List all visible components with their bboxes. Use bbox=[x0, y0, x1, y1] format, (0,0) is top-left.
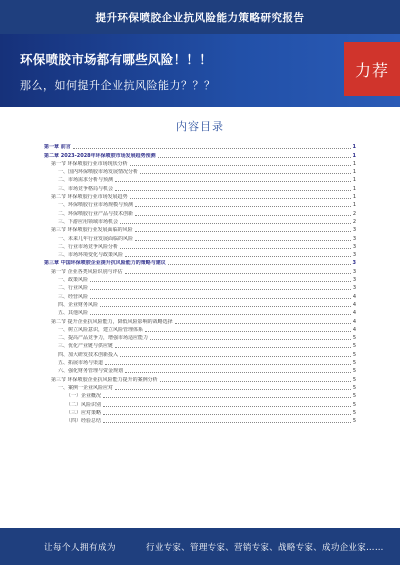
toc-entry-text: 三、市场环境变化与政策风险 bbox=[58, 252, 124, 259]
toc-entry-page: 5 bbox=[352, 343, 356, 350]
toc-entry-text: 一、政策风险 bbox=[58, 277, 89, 284]
toc-entry[interactable] bbox=[44, 358, 356, 366]
toc-entry[interactable] bbox=[44, 258, 356, 266]
toc-entry-text: 五、拓展市场与渠道 bbox=[58, 360, 104, 367]
toc-leader-dots bbox=[135, 206, 351, 207]
toc-leader-dots bbox=[125, 372, 351, 373]
toc-entry-text: 二、环保喷胶行业产品与技术创新 bbox=[58, 210, 134, 217]
toc-leader-dots bbox=[115, 389, 351, 390]
toc-entry[interactable] bbox=[44, 316, 356, 324]
toc-entry-text: 第一节 环保喷胶行业市场现状分析 bbox=[51, 160, 128, 167]
report-header-bar bbox=[0, 0, 400, 34]
toc-entry-text: 二、市场需求分析与预测 bbox=[58, 177, 114, 184]
toc-entry-page: 5 bbox=[352, 360, 356, 367]
toc-entry[interactable] bbox=[44, 167, 356, 175]
toc-entry-text: 二、行业风险 bbox=[58, 285, 89, 292]
toc-entry-page: 1 bbox=[352, 160, 356, 167]
hero-subquestion: 那么，如何提升企业抗风险能力？？？ bbox=[20, 79, 216, 92]
toc-entry-page: 2 bbox=[352, 218, 356, 225]
toc-entry[interactable] bbox=[44, 391, 356, 399]
toc-entry[interactable] bbox=[44, 183, 356, 191]
toc-entry-page: 1 bbox=[352, 194, 356, 201]
toc-entry[interactable] bbox=[44, 374, 356, 382]
footer-right-text: 行业专家、管理专家、营销专家、战略专家、成功企业家…… bbox=[146, 542, 384, 553]
toc-leader-dots bbox=[90, 298, 351, 299]
toc-entry[interactable] bbox=[44, 349, 356, 357]
toc-leader-dots bbox=[175, 323, 351, 324]
toc-entry[interactable] bbox=[44, 142, 356, 150]
toc-leader-dots bbox=[168, 264, 351, 265]
toc-entry-text: 第二节 环保喷胶行业市场发展趋势 bbox=[51, 194, 128, 201]
toc-entry[interactable] bbox=[44, 225, 356, 233]
toc-entry-text: 二、提高产品竞争力，增强市场适应能力 bbox=[58, 335, 149, 342]
toc-entry[interactable] bbox=[44, 383, 356, 391]
toc-entry[interactable] bbox=[44, 325, 356, 333]
toc-entry-page: 3 bbox=[352, 277, 356, 284]
recommend-badge: 力荐 bbox=[344, 42, 400, 96]
toc-entry[interactable] bbox=[44, 341, 356, 349]
toc-leader-dots bbox=[115, 190, 351, 191]
toc-entry-text: 第一章 前言 bbox=[44, 144, 71, 151]
toc-entry-text: 三、经营风险 bbox=[58, 293, 89, 300]
toc-leader-dots bbox=[140, 173, 351, 174]
toc-entry-text: （二）风险识别 bbox=[66, 401, 102, 408]
toc-entry-text: 一、未来几年行业发展面临的风险 bbox=[58, 235, 134, 242]
table-of-contents bbox=[44, 142, 356, 424]
toc-leader-dots bbox=[130, 165, 351, 166]
toc-entry-page: 3 bbox=[352, 227, 356, 234]
toc-title: 内容目录 bbox=[176, 120, 224, 133]
toc-entry-text: 第三节 环保喷胶行业发展面临的风险 bbox=[51, 227, 133, 234]
toc-entry-page: 5 bbox=[352, 393, 356, 400]
toc-entry-page: 5 bbox=[352, 335, 356, 342]
toc-entry-page: 2 bbox=[352, 210, 356, 217]
toc-entry-page: 5 bbox=[352, 418, 356, 425]
footer-left-text: 让每个人拥有成为 bbox=[44, 542, 117, 553]
toc-leader-dots bbox=[130, 198, 351, 199]
toc-entry[interactable] bbox=[44, 217, 356, 225]
toc-leader-dots bbox=[158, 157, 351, 158]
toc-entry[interactable] bbox=[44, 366, 356, 374]
toc-leader-dots bbox=[135, 231, 351, 232]
toc-entry-page: 4 bbox=[352, 310, 356, 317]
report-title: 提升环保喷胶企业抗风险能力策略研究报告 bbox=[95, 11, 305, 24]
hero-banner bbox=[0, 34, 400, 107]
toc-entry-page: 4 bbox=[352, 301, 356, 308]
toc-entry-page: 5 bbox=[352, 409, 356, 416]
toc-entry-text: 一、国内环保喷胶市场发展情况分析 bbox=[58, 169, 139, 176]
toc-entry-text: 第一节 企业各类风险识别与评估 bbox=[51, 268, 123, 275]
toc-entry-page: 4 bbox=[352, 326, 356, 333]
toc-leader-dots bbox=[120, 223, 351, 224]
toc-leader-dots bbox=[120, 248, 351, 249]
toc-entry-text: 第三节 环保喷胶企业抗风险能力提升的案例分析 bbox=[51, 376, 158, 383]
toc-entry-page: 5 bbox=[352, 351, 356, 358]
toc-entry[interactable] bbox=[44, 208, 356, 216]
toc-entry[interactable] bbox=[44, 416, 356, 424]
toc-leader-dots bbox=[135, 215, 351, 216]
toc-entry-text: 三、下游应用领域市场机会 bbox=[58, 218, 119, 225]
toc-entry-text: （一）企业概况 bbox=[66, 393, 102, 400]
toc-entry[interactable] bbox=[44, 192, 356, 200]
toc-leader-dots bbox=[125, 273, 351, 274]
toc-leader-dots bbox=[73, 148, 351, 149]
toc-leader-dots bbox=[120, 356, 351, 357]
toc-leader-dots bbox=[135, 240, 351, 241]
toc-entry-page: 1 bbox=[352, 169, 356, 176]
toc-leader-dots bbox=[103, 422, 351, 423]
toc-entry-text: （三）应对策略 bbox=[66, 409, 102, 416]
toc-leader-dots bbox=[125, 256, 351, 257]
toc-entry-page: 3 bbox=[352, 252, 356, 259]
toc-entry[interactable] bbox=[44, 266, 356, 274]
toc-entry-page: 5 bbox=[352, 384, 356, 391]
toc-leader-dots bbox=[115, 181, 351, 182]
toc-entry[interactable] bbox=[44, 291, 356, 299]
footer-bar bbox=[0, 528, 400, 565]
toc-entry[interactable] bbox=[44, 300, 356, 308]
toc-leader-dots bbox=[145, 331, 351, 332]
toc-entry-text: 六、强化财务管理与资金规划 bbox=[58, 368, 124, 375]
toc-entry-page: 3 bbox=[352, 243, 356, 250]
toc-entry[interactable] bbox=[44, 333, 356, 341]
toc-entry[interactable] bbox=[44, 275, 356, 283]
toc-leader-dots bbox=[103, 414, 351, 415]
toc-entry-page: 3 bbox=[352, 285, 356, 292]
toc-entry-page: 4 bbox=[352, 293, 356, 300]
toc-entry-page: 1 bbox=[352, 152, 356, 159]
toc-leader-dots bbox=[115, 347, 351, 348]
toc-entry-text: （四）经验总结 bbox=[66, 418, 102, 425]
toc-entry-page: 5 bbox=[352, 368, 356, 375]
toc-entry[interactable] bbox=[44, 175, 356, 183]
toc-entry[interactable] bbox=[44, 399, 356, 407]
toc-leader-dots bbox=[105, 364, 351, 365]
toc-entry-page: 3 bbox=[352, 235, 356, 242]
toc-entry-page: 1 bbox=[352, 202, 356, 209]
toc-leader-dots bbox=[103, 397, 351, 398]
toc-entry-page: 1 bbox=[352, 144, 356, 151]
toc-entry-text: 四、企业财务风险 bbox=[58, 301, 99, 308]
hero-question: 环保喷胶市场都有哪些风险！！！ bbox=[20, 52, 213, 67]
toc-entry-text: 第二章 2023-2028年环保喷胶市场发展趋势预测 bbox=[44, 152, 156, 159]
toc-entry-text: 二、行业市场竞争风险分析 bbox=[58, 243, 119, 250]
toc-entry[interactable] bbox=[44, 159, 356, 167]
toc-entry[interactable] bbox=[44, 283, 356, 291]
toc-entry-page: 4 bbox=[352, 318, 356, 325]
toc-leader-dots bbox=[150, 339, 351, 340]
toc-entry-page: 3 bbox=[352, 268, 356, 275]
toc-leader-dots bbox=[160, 381, 351, 382]
toc-entry-text: 第三章 中国环保喷胶企业提升抗风险能力的策略与建议 bbox=[44, 260, 166, 267]
toc-entry[interactable] bbox=[44, 233, 356, 241]
toc-entry-page: 1 bbox=[352, 177, 356, 184]
toc-entry-text: 三、市场竞争格局与机会 bbox=[58, 185, 114, 192]
toc-entry-text: 一、案例一企业风险应对 bbox=[58, 384, 114, 391]
toc-entry[interactable] bbox=[44, 250, 356, 258]
toc-entry-page: 5 bbox=[352, 376, 356, 383]
toc-entry[interactable] bbox=[44, 242, 356, 250]
toc-entry-text: 三、优化产业链与供应链 bbox=[58, 343, 114, 350]
toc-entry-page: 3 bbox=[352, 260, 356, 267]
toc-entry-text: 一、树立风险意识，建立风险管理体系 bbox=[58, 326, 144, 333]
toc-entry-text: 一、环保喷胶行业市场规模与预测 bbox=[58, 202, 134, 209]
toc-leader-dots bbox=[100, 306, 351, 307]
toc-entry-text: 五、其他风险 bbox=[58, 310, 89, 317]
toc-entry[interactable] bbox=[44, 308, 356, 316]
toc-entry-text: 第二节 提升企业抗风险能力，降低风险影响的战略选择 bbox=[51, 318, 173, 325]
toc-entry[interactable] bbox=[44, 408, 356, 416]
toc-leader-dots bbox=[103, 406, 351, 407]
toc-leader-dots bbox=[90, 281, 351, 282]
toc-entry-page: 1 bbox=[352, 185, 356, 192]
toc-entry[interactable] bbox=[44, 200, 356, 208]
toc-entry-text: 四、加大研发技术创新投入 bbox=[58, 351, 119, 358]
toc-leader-dots bbox=[90, 289, 351, 290]
toc-entry[interactable] bbox=[44, 150, 356, 158]
toc-entry-page: 5 bbox=[352, 401, 356, 408]
toc-leader-dots bbox=[90, 314, 351, 315]
